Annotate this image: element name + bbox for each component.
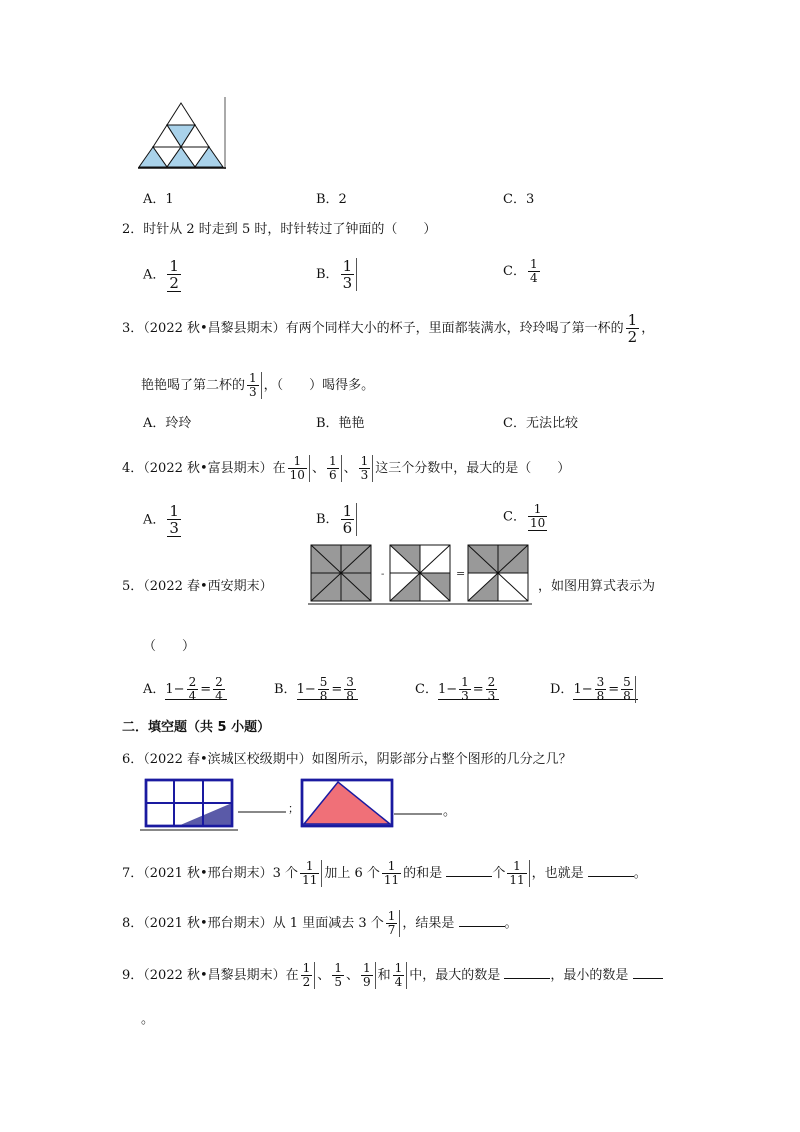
q4-stem: 4．（2022 秋•富县期末）在 $\frac{1}{10}$ 、 $\frac{1}{6}$ 、 $\frac{1}{3}$ 这三个分数中，最大的是（ ） [122, 454, 571, 482]
q3-stem-line2: 艳艳喝了第二杯的 $\frac{1}{3}$ ，（ ）喝得多。 [141, 371, 375, 399]
q5-equals-sign: = [456, 567, 466, 580]
q9-end: 。 [141, 1012, 155, 1027]
q5-option-c: C．1− $\frac{1}{3}$ = $\frac{2}{3}$ [415, 676, 499, 703]
q4-option-b: B． $\frac{1}{6}$ [316, 503, 359, 536]
q1-option-c: C．3 [503, 192, 535, 207]
q6-end: 。 [443, 804, 457, 819]
q7-stem: 7．（2021 秋•邢台期末）3 个 $\frac{1}{11}$ 加上 6 个 $\frac{1}{11}$ 的和是 个 $\frac{1}{11}$ ，也就是 。 [122, 859, 647, 887]
q2-option-a: A． $\frac{1}{2}$ [143, 257, 179, 292]
q5-stem-prefix: 5．（2022 春•西安期末） [122, 579, 273, 594]
q2-option-b: B． $\frac{1}{3}$ [316, 258, 359, 291]
q9-blank-max[interactable] [504, 964, 550, 979]
q4-option-c: C． $\frac{1}{10}$ [503, 502, 546, 530]
q5-minus-sign: - [381, 569, 385, 580]
q3-stem-line1: 3．（2022 秋•昌黎县期末）有两个同样大小的杯子，里面都装满水，玲玲喝了第一杯的 $\frac{1}{2}$ ， [122, 311, 655, 346]
q9-stem: 9．（2022 秋•昌黎县期末）在 $\frac{1}{2}$ 、 $\frac{1}{5}$ 、 $\frac{1}{9}$ 和 $\frac{1}{4}$ 中，最大的数是 ，最小的数是 [122, 962, 663, 989]
q5-answer-paren: （ ） [143, 639, 196, 654]
q8-stem: 8．（2021 秋•邢台期末）从 1 里面减去 3 个 $\frac{1}{7}$ ，结果是 。 [122, 909, 518, 937]
q3-option-a: A．玲玲 [143, 416, 192, 431]
q5-stem-suffix: ，如图用算式表示为 [538, 579, 656, 594]
section-2-title: 二．填空题（共 5 小题） [122, 720, 271, 735]
q2-option-c: C． $\frac{1}{4}$ [503, 257, 538, 285]
q3-option-c: C．无法比较 [503, 416, 578, 431]
q6-separator: ； [288, 802, 299, 815]
q7-blank-2[interactable] [588, 862, 634, 877]
q5-option-b: B．1− $\frac{5}{8}$ = $\frac{3}{8}$ [274, 676, 358, 703]
q8-blank[interactable] [459, 912, 505, 927]
q2-stem: 2．时针从 2 时走到 5 时，时针转过了钟面的（ ） [122, 222, 437, 237]
q5-option-a: A．1− $\frac{2}{4}$ = $\frac{2}{4}$ [143, 676, 227, 703]
q5-squares-figure [308, 542, 532, 606]
q1-option-a: A．1 [143, 192, 174, 207]
q1-option-b: B．2 [316, 192, 347, 207]
q7-blank-1[interactable] [446, 862, 492, 877]
q4-option-a: A． $\frac{1}{3}$ [143, 502, 179, 537]
q5-option-d: D．1− $\frac{3}{8}$ = $\frac{5}{8}$ [550, 676, 638, 703]
triangle-grid-figure [138, 95, 230, 175]
q9-blank-min[interactable] [633, 964, 663, 979]
q6-stem: 6．（2022 春•滨城区校级期中）如图所示，阴影部分占整个图形的几分之几？ [122, 752, 572, 767]
q3-option-b: B．艳艳 [316, 416, 365, 431]
